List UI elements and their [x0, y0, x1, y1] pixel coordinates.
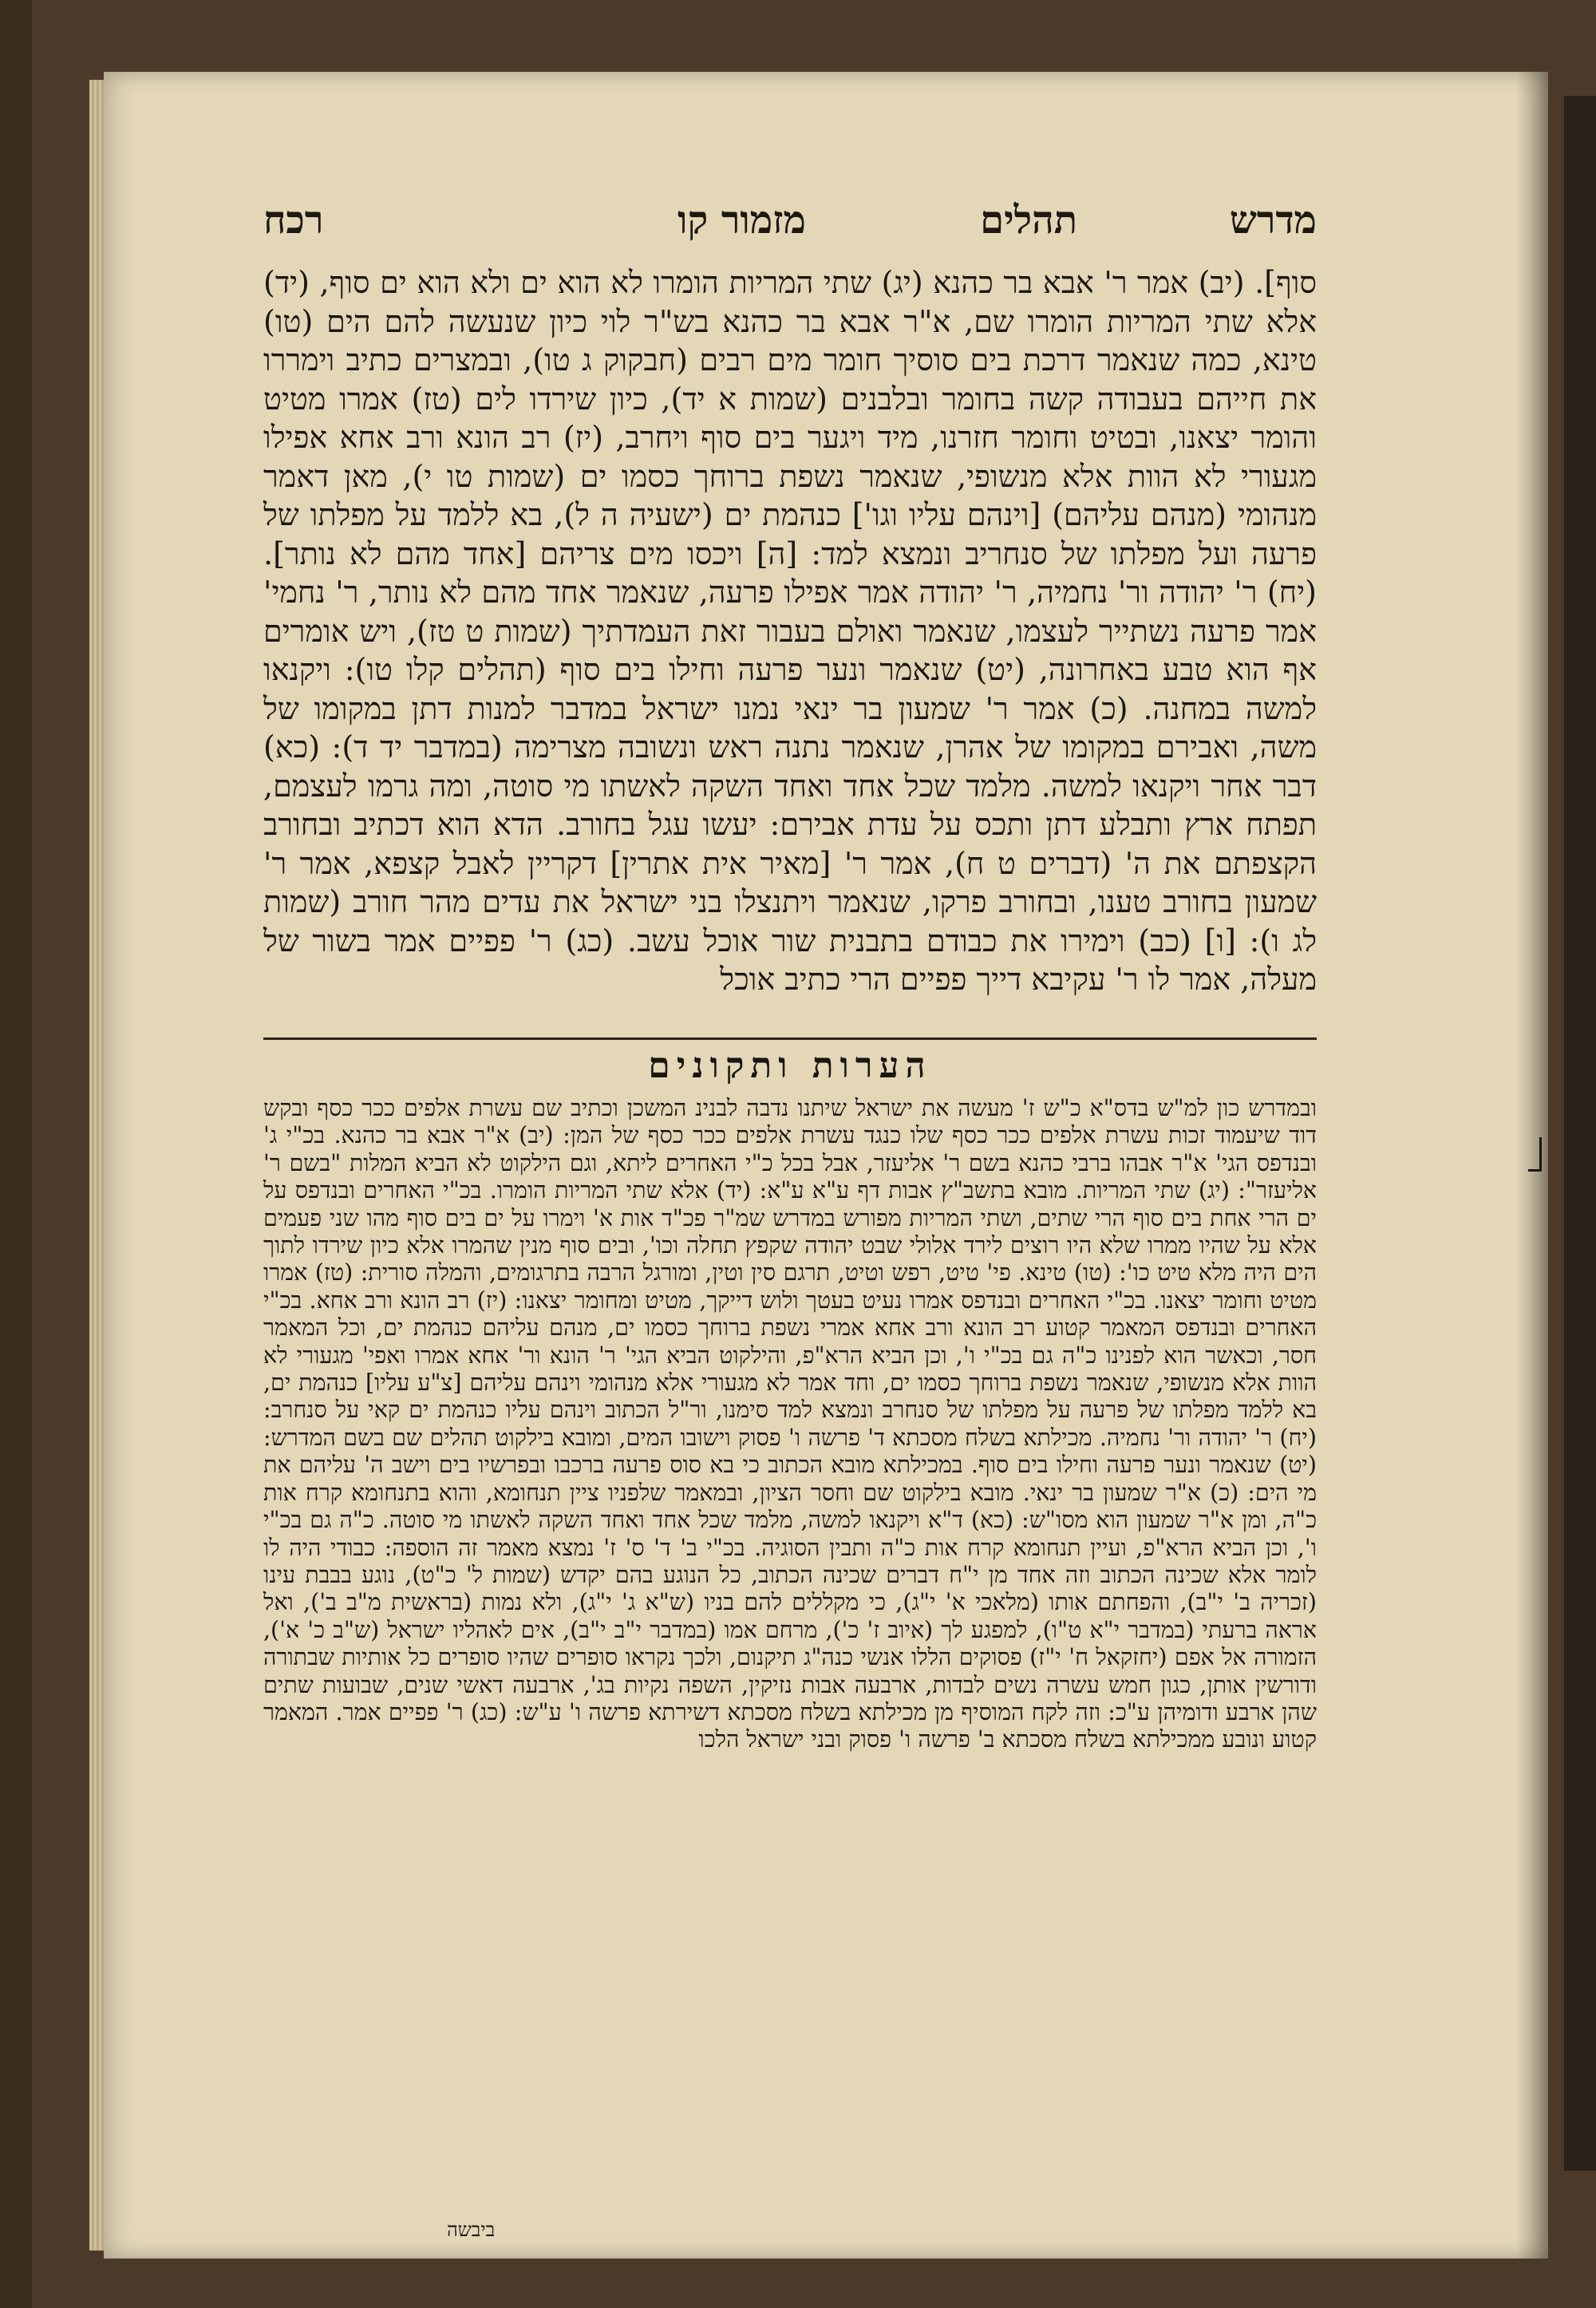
notes-text: ובמדרש כון למ"ש בדס"א כ"ש ז' מעשה את ישראל שיתנו נדבה לבנינ המשכן וכתיב שם עשרת אלפים ככר כסף ובקש דוד שיעמוד זכות עשרת אלפים ככר כסף שלו כנגד עשרת אלפים ככר כסף של המן: (יב) א"ר אבא בר כהנא. בכ"י ג' ובנדפס הגי' א"ר אבהו ברבי כהנא בשם ר' אליעזר, אבל בכל כ"י האחרים ליתא, וגם הילקוט לא הביא המלות "בשם ר' אליעזר": (יג) שתי המריות. מובא בתשב"ץ אבות דף ע"א ע"א: (יד) אלא שתי המריות הומרו. בכ"י האחרים ובנדפס על ים הרי אחת בים סוף הרי שתים, ושתי המריות מפורש במדרש שמ"ר פכ"ד אות א' וימרו על ים בים סוף מהו שני פעמים אלא על שהיו ממרו שלא היו רוצים לירד אלולי שבט יהודה שקפץ תחלה וכו', ובים סוף מנין שהמרו אלא כיון שירדו לתוך הים היה מלא טיט כו': (טו) טינא. פי' טיט, רפש וטיט, תרגם סין וטין, ומורגל הרבה בתרגומים, והמלה סורית: (טז) אמרו מטיט וחומר יצאנו. בכ"י האחרים ובנדפס אמרו נעיט בעטך ולוש דייקך, מטיט ומחומר יצאנו: (יז) רב הונא ורב אחא. בכ"י האחרים ובנדפס המאמר קטוע רב הונא ורב אחא אמרי נשפת ברוחך כסמו ים, מנהם עליהם כנהמת ים, וכל המאמר חסר, וכאשר הוא לפנינו כ"ה גם בכ"י ו', וכן הביא הרא"פ, והילקוט הביא הגי' ר' הונא ור' אחא אמרו ואפי' מגעורי לא הוות אלא מנשופי, שנאמר נשפת ברוחך כסמו ים, וחד אמר לא מגעורי אלא מנהומי וינהם עליהם [צ"ע עליו] כנהמת ים, בא ללמד מפלתו של פרעה על מפלתו של סנחרב ונמצא למד סימנו, ור"ל הכתוב וינהם עליו כנהמת ים קאי על סנחרב: (יח) ר' יהודה ור' נחמיה. מכילתא בשלח מסכתא ד' פרשה ו' פסוק וישובו המים, ומובא בילקוט תהלים שם בשם המדרש: (יט) שנאמר ונער פרעה וחילו בים סוף. במכילתא מובא הכתוב כי בא סוס פרעה ברכבו ובפרשיו בים וישב ה' עליהם את מי הים: (כ) א"ר שמעון בר ינאי. מובא בילקוט שם וחסר הציון, ובמאמר שלפניו ציין תנחומא, והוא בתנחומא קרח אות כ"ה, ומן א"ר שמעון הוא מסו"ש: (כא) ד"א ויקנאו למשה, מלמד שכל אחד ואחד השקה לאשתו מי סוטה. כ"ה גם בכ"י ו', וכן הביא הרא"פ, ועיין תנחומא קרח אות כ"ה ותבין הסוגיה. בכ"י ב' ד' ס' ז' נמצא מאמר זה הוספה: כבודי היה לו לומר אלא שכינה הכתוב וזה אחד מן י"ח דברים שכינה הכתוב, כל הנוגע בהם יקדש (שמות ל' כ"ט), נוגע בבבת עינו (זכריה ב' י"ב), והפחתם אותו (מלאכי א' י"ג), כי מקללים להם בניו (ש"א ג' י"ג), ולא נמות (בראשית מ"ב ב'), ואל אראה ברעתי (במדבר י"א ט"ו), למפגע לך (איוב ז' כ'), מרחם אמו (במדבר י"ב י"ב), אים לאהליו ישראל (ש"ב כ' א'), הזמורה אל אפם (יחזקאל ח' י"ז) פסוקים הללו אנשי כנה"ג תיקנום, ולכך נקראו סופרים שהיו סופרים כל אותיות שבתורה ודורשין אותן, כגון חמש עשרה נשים לבדות, ארבעה אבות נזיקין, השפה נקיות בג', ארבעה דאשי שנים, שבועות שתים שהן ארבע ודומיהן ע"כ: וזה לקח המוסיף מן מכילתא בשלח מסכתא דשירתא פרשה ו' ע"ש: (כג) ר' פפיים אמר. המאמר קטוע ונובע ממכילתא בשלח מסכתא ב' פרשה ו' פסוק ובני ישראל הלכו — [263, 1095, 1317, 1753]
notes-heading: הערות ותקונים — [648, 1045, 932, 1086]
header-book: מדרש — [1229, 198, 1317, 243]
header-psalm-title: מזמור קו — [678, 198, 806, 243]
running-header — [263, 198, 1317, 262]
book-cover-right — [1564, 96, 1596, 2171]
section-divider — [263, 1037, 1317, 1040]
page-mark — [1528, 1137, 1542, 1172]
page-number: רכח — [263, 198, 324, 243]
catchword: ביבשה — [447, 2219, 496, 2241]
header-psalms: תהלים — [980, 198, 1077, 243]
main-text: סוף]. (יב) אמר ר' אבא בר כהנא (יג) שתי המריות הומרו לא הוא ים ולא הוא ים סוף, (יד) אלא שתי המריות הומרו שם, א"ר אבא בר כהנא בש"ר לוי כיון שנעשה להם הים (טו) טינא, כמה שנאמר דרכת בים סוסיך חומר מים רבים (חבקוק ג טו), ובמצרים כתיב וימררו את חייהם בעבודה קשה בחומר ובלבנים (שמות א יד), כיון שירדו לים (טז) אמרו מטיט והומר יצאנו, ובטיט וחומר חזרנו, מיד ויגער בים סוף ויחרב, (יז) רב הונא ורב אחא אפילו מגעורי לא הוות אלא מנשופי, שנאמר נשפת ברוחך כסמו ים (שמות טו י), מאן דאמר מנהומי (מנהם עליהם) [וינהם עליו וגו'] כנהמת ים (ישעיה ה ל), בא ללמד על מפלתו של פרעה ועל מפלתו של סנחריב ונמצא למד: [ה] ויכסו מים צריהם [אחד מהם לא נותר]. (יח) ר' יהודה ור' נחמיה, ר' יהודה אמר אפילו פרעה, שנאמר אחד מהם לא נותר, ר' נחמי' אמר פרעה נשתייר לעצמו, שנאמר ואולם בעבור זאת העמדתיך (שמות ט טז), ויש אומרים אף הוא טבע באחרונה, (יט) שנאמר ונער פרעה וחילו בים סוף (תהלים קלו טו): ויקנאו למשה במחנה. (כ) אמר ר' שמעון בר ינאי נמנו ישראל במדבר למנות דתן במקומו של משה, ואבירם במקומו של אהרן, שנאמר נתנה ראש ונשובה מצרימה (במדבר יד ד): (כא) דבר אחר ויקנאו למשה. מלמד שכל אחד ואחד השקה לאשתו מי סוטה, ומה גרמו לעצמם, תפתח ארץ ותבלע דתן ותכס על עדת אבירם: יעשו עגל בחורב. הדא הוא דכתיב ובחורב הקצפתם את ה' (דברים ט ח), אמר ר' [מאיר אית אתרין] דקריין לאבל קצפא, אמר ר' שמעון בחורב טענו, ובחורב פרקו, שנאמר ויתנצלו בני ישראל את עדים מהר חורב (שמות לג ו): [ו] (כב) וימירו את כבודם בתבנית שור אוכל עשב. (כג) ר' פפיים אמר בשור של מעלה, אמר לו ר' עקיבא דייך פפיים הרי כתיב אוכל — [263, 265, 1317, 997]
